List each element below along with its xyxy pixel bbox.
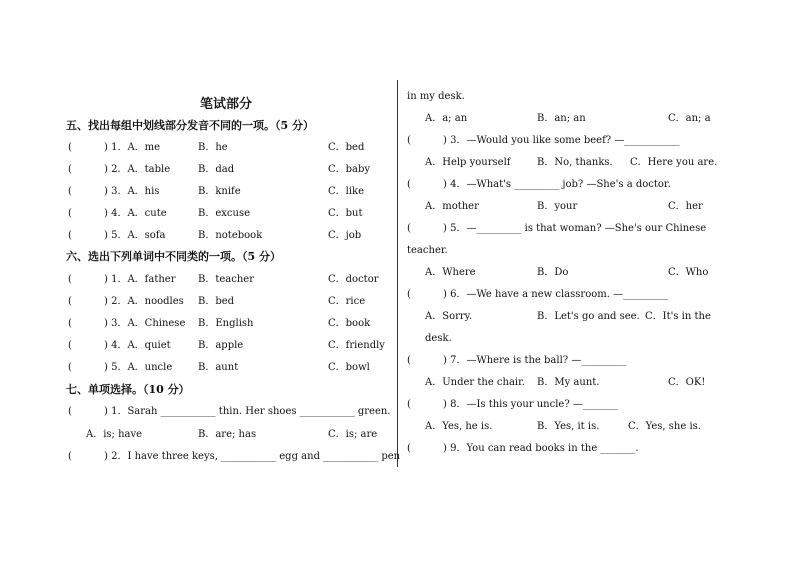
section-heading: 六、选出下列单词中不同类的一项。（5 分） — [66, 250, 281, 263]
question-text: B．apple — [198, 340, 244, 351]
section-heading: 七、单项选择。（10 分） — [66, 383, 190, 396]
question-text: ) 3．A．his — [104, 186, 160, 197]
question-text: C．Here you are. — [630, 157, 718, 168]
question-text: B．Do — [537, 267, 569, 278]
question-text: A．Help yourself — [425, 157, 511, 168]
question-text: ) 5．—_________ is that woman? —She's our Chinese — [443, 223, 707, 234]
question-text: C．like — [328, 186, 365, 197]
question-text: ) 1．A．me — [104, 142, 161, 153]
question-text: ) 9．You can read books in the _______. — [443, 443, 639, 454]
question-text: ( — [407, 179, 411, 190]
question-text: ( — [407, 135, 411, 146]
page-title: 笔试部分 — [200, 97, 253, 112]
question-text: B．teacher — [198, 274, 254, 285]
question-text: ) 6．—We have a new classroom. —_________ — [443, 289, 669, 300]
question-text: C．baby — [328, 164, 371, 175]
question-text: B．bed — [198, 296, 235, 307]
question-text: ( — [407, 443, 411, 454]
question-text: C．job — [328, 230, 362, 241]
question-text: ( — [68, 296, 72, 307]
question-text: ( — [68, 318, 72, 329]
question-text: ( — [68, 208, 72, 219]
question-text: B．excuse — [198, 208, 250, 219]
question-text: ( — [407, 399, 411, 410]
question-text: ) 8．—Is this your uncle? —_______ — [443, 399, 618, 410]
question-text: B．Let's go and see. — [537, 311, 640, 322]
question-text: B．English — [198, 318, 254, 329]
question-text: B．My aunt. — [537, 377, 600, 388]
question-text: ) 3．—Would you like some beef? —___________ — [443, 135, 680, 146]
question-text: A．Where — [425, 267, 476, 278]
question-text: C．is; are — [328, 429, 378, 440]
question-text: C．Yes, she is. — [628, 421, 701, 432]
question-text: ( — [407, 289, 411, 300]
question-text: teacher. — [407, 245, 448, 256]
question-text: ) 2．A．noodles — [104, 296, 184, 307]
question-text: ( — [68, 274, 72, 285]
question-text: A．a; an — [425, 113, 468, 124]
question-text: B．Yes, it is. — [537, 421, 600, 432]
question-text: ( — [407, 223, 411, 234]
question-text: ( — [68, 142, 72, 153]
question-text: C．It's in the — [645, 311, 711, 322]
question-text: ) 5．A．uncle — [104, 362, 173, 373]
question-text: A．mother — [425, 201, 479, 212]
column-divider — [397, 80, 398, 467]
question-text: C．rice — [328, 296, 366, 307]
question-text: C．OK! — [668, 377, 706, 388]
question-text: ( — [68, 362, 72, 373]
question-text: ) 4．A．quiet — [104, 340, 171, 351]
question-text: B．aunt — [198, 362, 239, 373]
question-text: C．book — [328, 318, 371, 329]
section-heading: 五、找出每组中划线部分发音不同的一项。（5 分） — [66, 119, 314, 132]
question-text: B．your — [537, 201, 578, 212]
question-text: C．but — [328, 208, 363, 219]
question-text: B．dad — [198, 164, 235, 175]
question-text: ( — [68, 186, 72, 197]
question-text: C．bed — [328, 142, 365, 153]
question-text: A．Sorry. — [425, 311, 473, 322]
question-text: ( — [68, 230, 72, 241]
question-text: B．are; has — [198, 429, 257, 440]
question-text: ) 5．A．sofa — [104, 230, 166, 241]
question-text: ) 7．—Where is the ball? —_________ — [443, 355, 627, 366]
question-text: ) 4．A．cute — [104, 208, 167, 219]
question-text: ( — [68, 340, 72, 351]
question-text: ) 1．Sarah ___________ thin. Her shoes ___________ green. — [104, 406, 391, 417]
question-text: C．friendly — [328, 340, 385, 351]
question-text: ) 1．A．father — [104, 274, 176, 285]
question-text: ( — [68, 406, 72, 417]
question-text: B．No, thanks. — [537, 157, 613, 168]
question-text: ( — [68, 451, 72, 462]
question-text: ( — [68, 164, 72, 175]
question-text: C．an; a — [668, 113, 711, 124]
question-text: A．is; have — [86, 429, 143, 440]
question-text: ) 2．I have three keys, ___________ egg and ___________ pen — [104, 451, 401, 462]
question-text: C．doctor — [328, 274, 379, 285]
question-text: C．her — [668, 201, 703, 212]
question-text: B．he — [198, 142, 228, 153]
question-text: A．Yes, he is. — [425, 421, 493, 432]
question-text: C．bowl — [328, 362, 370, 373]
question-text: in my desk. — [407, 91, 465, 102]
question-text: B．an; an — [537, 113, 586, 124]
question-text: ) 2．A．table — [104, 164, 171, 175]
question-text: ) 3．A．Chinese — [104, 318, 186, 329]
question-text: A．Under the chair. — [425, 377, 525, 388]
question-text: ) 4．—What's _________ job? —She's a doctor. — [443, 179, 671, 190]
question-text: B．notebook — [198, 230, 263, 241]
question-text: C．Who — [668, 267, 709, 278]
question-text: B．knife — [198, 186, 241, 197]
question-text: ( — [407, 355, 411, 366]
question-text: desk. — [425, 333, 452, 344]
